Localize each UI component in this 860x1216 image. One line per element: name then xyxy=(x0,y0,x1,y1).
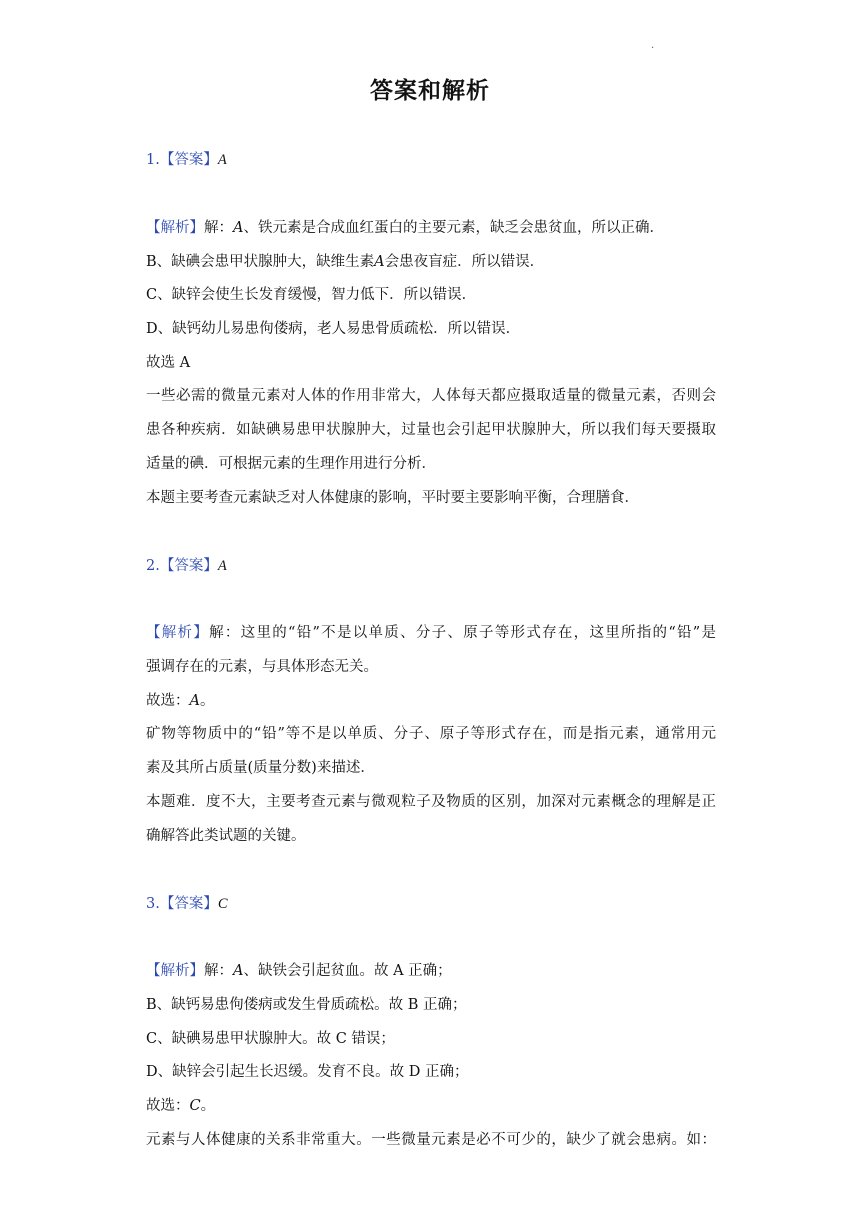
analysis-line: C、缺锌会使生长发育缓慢，智力低下．所以错误． xyxy=(146,287,477,303)
analysis-line: B、缺碘会患甲状腺肿大，缺维生素𝐴会患夜盲症．所以错误． xyxy=(146,254,545,270)
analysis-line: 适量的碘．可根据元素的生理作用进行分析． xyxy=(146,456,436,472)
analysis-line: 故选 A xyxy=(146,355,191,371)
analysis-line: 本题主要考查元素缺乏对人体健康的影响，平时要主要影响平衡，合理膳食． xyxy=(146,490,639,506)
answer-tag-1: 【答案】 xyxy=(159,152,218,168)
analysis-line xyxy=(146,218,664,238)
analysis-line: 故选：𝐶。 xyxy=(146,1098,216,1114)
answer-tag-3: 【答案】 xyxy=(159,896,218,912)
answer-tag-2: 【答案】 xyxy=(159,558,218,574)
analysis-text: 解：𝐴、缺铁会引起贫血。故 A 正确； xyxy=(204,963,452,979)
answer-value-1: A xyxy=(217,152,227,168)
analysis-line: 确解答此类试题的关键。 xyxy=(146,828,306,844)
answer-line-1 xyxy=(146,150,227,170)
analysis-line: 患各种疾病．如缺碘易患甲状腺肿大，过量也会引起甲状腺肿大，所以我们每天要摄取 xyxy=(146,422,716,438)
analysis-line xyxy=(146,623,716,643)
analysis-line: C、缺碘易患甲状腺肿大。故 C 错误； xyxy=(146,1031,395,1047)
analysis-line: 矿物等物质中的“铅”等不是以单质、分子、原子等形式存在，而是指元素，通常用元 xyxy=(146,726,716,742)
analysis-line: 素及其所占质量(质量分数)来描述． xyxy=(146,760,375,776)
analysis-tag-3: 【解析】 xyxy=(146,963,204,979)
question-number-1: 1. xyxy=(146,152,160,168)
page-mark: . xyxy=(651,40,655,51)
analysis-text: 解：𝐴、铁元素是合成血红蛋白的主要元素，缺乏会患贫血，所以正确． xyxy=(204,220,664,236)
analysis-line: 元素与人体健康的关系非常重大。一些微量元素是必不可少的，缺少了就会患病。如： xyxy=(146,1132,716,1148)
analysis-line: D、缺锌会引起生长迟缓。发育不良。故 D 正确； xyxy=(146,1064,469,1080)
question-number-3: 3. xyxy=(146,896,160,912)
analysis-text: 解：这里的“铅”不是以单质、分子、原子等形式存在，这里所指的“铅”是 xyxy=(209,625,716,641)
answer-line-3 xyxy=(146,894,228,914)
answer-value-3: C xyxy=(217,896,228,912)
question-number-2: 2. xyxy=(146,558,160,574)
analysis-line: 本题难．度不大，主要考查元素与微观粒子及物质的区别，加深对元素概念的理解是正 xyxy=(146,794,716,810)
analysis-line: 故选：𝐴。 xyxy=(146,693,215,709)
analysis-line xyxy=(146,961,452,981)
answer-value-2: A xyxy=(217,558,227,574)
page-title: 答案和解析 xyxy=(370,78,490,104)
analysis-line: D、缺钙幼儿易患佝偻病，老人易患骨质疏松．所以错误． xyxy=(146,321,521,337)
analysis-tag-1: 【解析】 xyxy=(146,220,204,236)
answer-line-2 xyxy=(146,556,227,576)
analysis-line: 强调存在的元素，与具体形态无关。 xyxy=(146,659,378,675)
analysis-tag-2: 【解析】 xyxy=(146,625,210,641)
analysis-line: B、缺钙易患佝偻病或发生骨质疏松。故 B 正确； xyxy=(146,997,467,1013)
analysis-line: 一些必需的微量元素对人体的作用非常大，人体每天都应摄取适量的微量元素，否则会 xyxy=(146,388,716,404)
